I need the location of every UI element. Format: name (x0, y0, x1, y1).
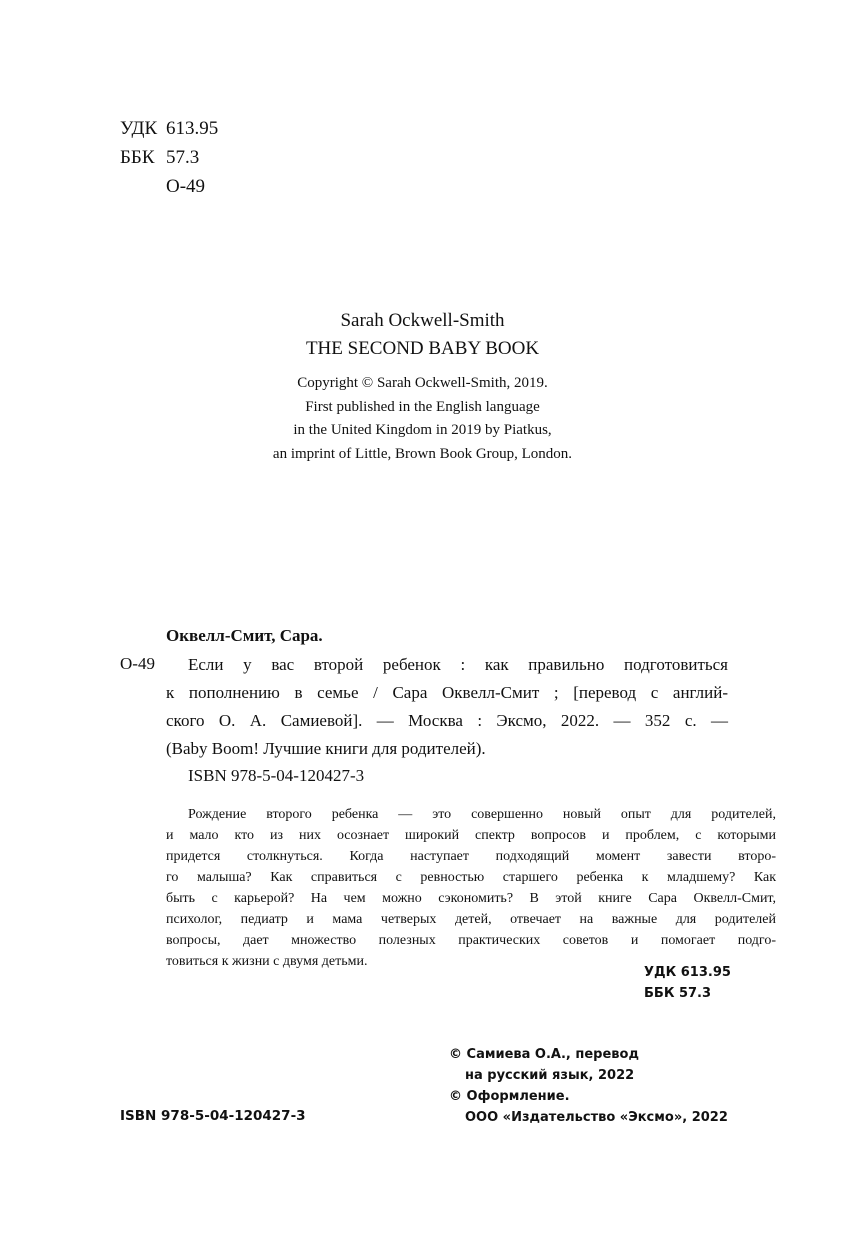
bbk-label: ББК (120, 147, 155, 168)
right-classification-codes (644, 962, 731, 1004)
udk-value: 613.95 (166, 118, 219, 139)
annotation-line: быть с карьерой? На чем можно сэкономить? В этой книге Сара Оквелл-Смит, (166, 891, 776, 906)
annotation-line: психолог, педиатр и мама четверых детей, отвечает на важные для родителей (166, 912, 776, 927)
original-title: THE SECOND BABY BOOK (305, 338, 540, 359)
bbk-row (120, 143, 218, 172)
annotation-line: придется столкнуться. Когда наступает подходящий момент завести второ- (166, 849, 776, 864)
description-line: к пополнению в семье / Сара Оквелл-Смит ; [перевод с англий- (166, 683, 728, 702)
annotation-line: Рождение второго ребенка — это совершенно новый опыт для родителей, (188, 807, 776, 822)
record-description (166, 651, 728, 763)
copyright-design: © Оформление. (449, 1089, 570, 1104)
record-isbn: ISBN 978-5-04-120427-3 (188, 766, 365, 785)
copyright-translation-cont: на русский язык, 2022 (465, 1068, 635, 1083)
record-code: О-49 (120, 654, 155, 673)
classification-block (120, 114, 218, 201)
copyright-line: in the United Kingdom in 2019 by Piatkus, (293, 422, 552, 438)
copyright-translation: © Самиева О.А., перевод (449, 1047, 639, 1062)
annotation (166, 804, 776, 972)
udk-row (120, 114, 218, 143)
copyright-notices (449, 1044, 728, 1128)
original-author: Sarah Ockwell-Smith (340, 310, 505, 331)
description-line: Если у вас второй ребенок : как правильно подготовиться (188, 655, 728, 674)
description-line: ского О. А. Самиевой]. — Москва : Эксмо, 2022. — 352 с. — (166, 711, 728, 730)
copyright-line: Copyright © Sarah Ockwell-Smith, 2019. (297, 375, 548, 391)
copyright-line: First published in the English language (305, 398, 540, 415)
original-copyright (0, 372, 845, 466)
bbk-value: 57.3 (166, 147, 200, 168)
annotation-line: го малыша? Как справиться с ревностью старшего ребенка к младшему? Как (166, 870, 776, 885)
record-author: Оквелл-Смит, Сара. (166, 626, 323, 645)
copyright-design-cont: ООО «Издательство «Эксмо», 2022 (465, 1110, 728, 1125)
footer-isbn: ISBN 978-5-04-120427-3 (120, 1108, 306, 1124)
annotation-line: вопросы, дает множество полезных практических советов и помогает подго- (166, 933, 776, 948)
right-bbk: ББК 57.3 (644, 986, 712, 1001)
copyright-line: an imprint of Little, Brown Book Group, London. (272, 445, 573, 462)
author-mark: О-49 (166, 176, 206, 197)
original-edition-block (0, 307, 845, 466)
annotation-line: и мало кто из них осознает широкий спектр вопросов и проблем, с которыми (166, 828, 776, 843)
right-udk: УДК 613.95 (644, 965, 731, 980)
author-mark-row (120, 172, 218, 201)
annotation-line: товиться к жизни с двумя детьми. (166, 954, 368, 969)
udk-label: УДК (120, 118, 158, 139)
description-line: (Baby Boom! Лучшие книги для родителей). (166, 739, 486, 758)
